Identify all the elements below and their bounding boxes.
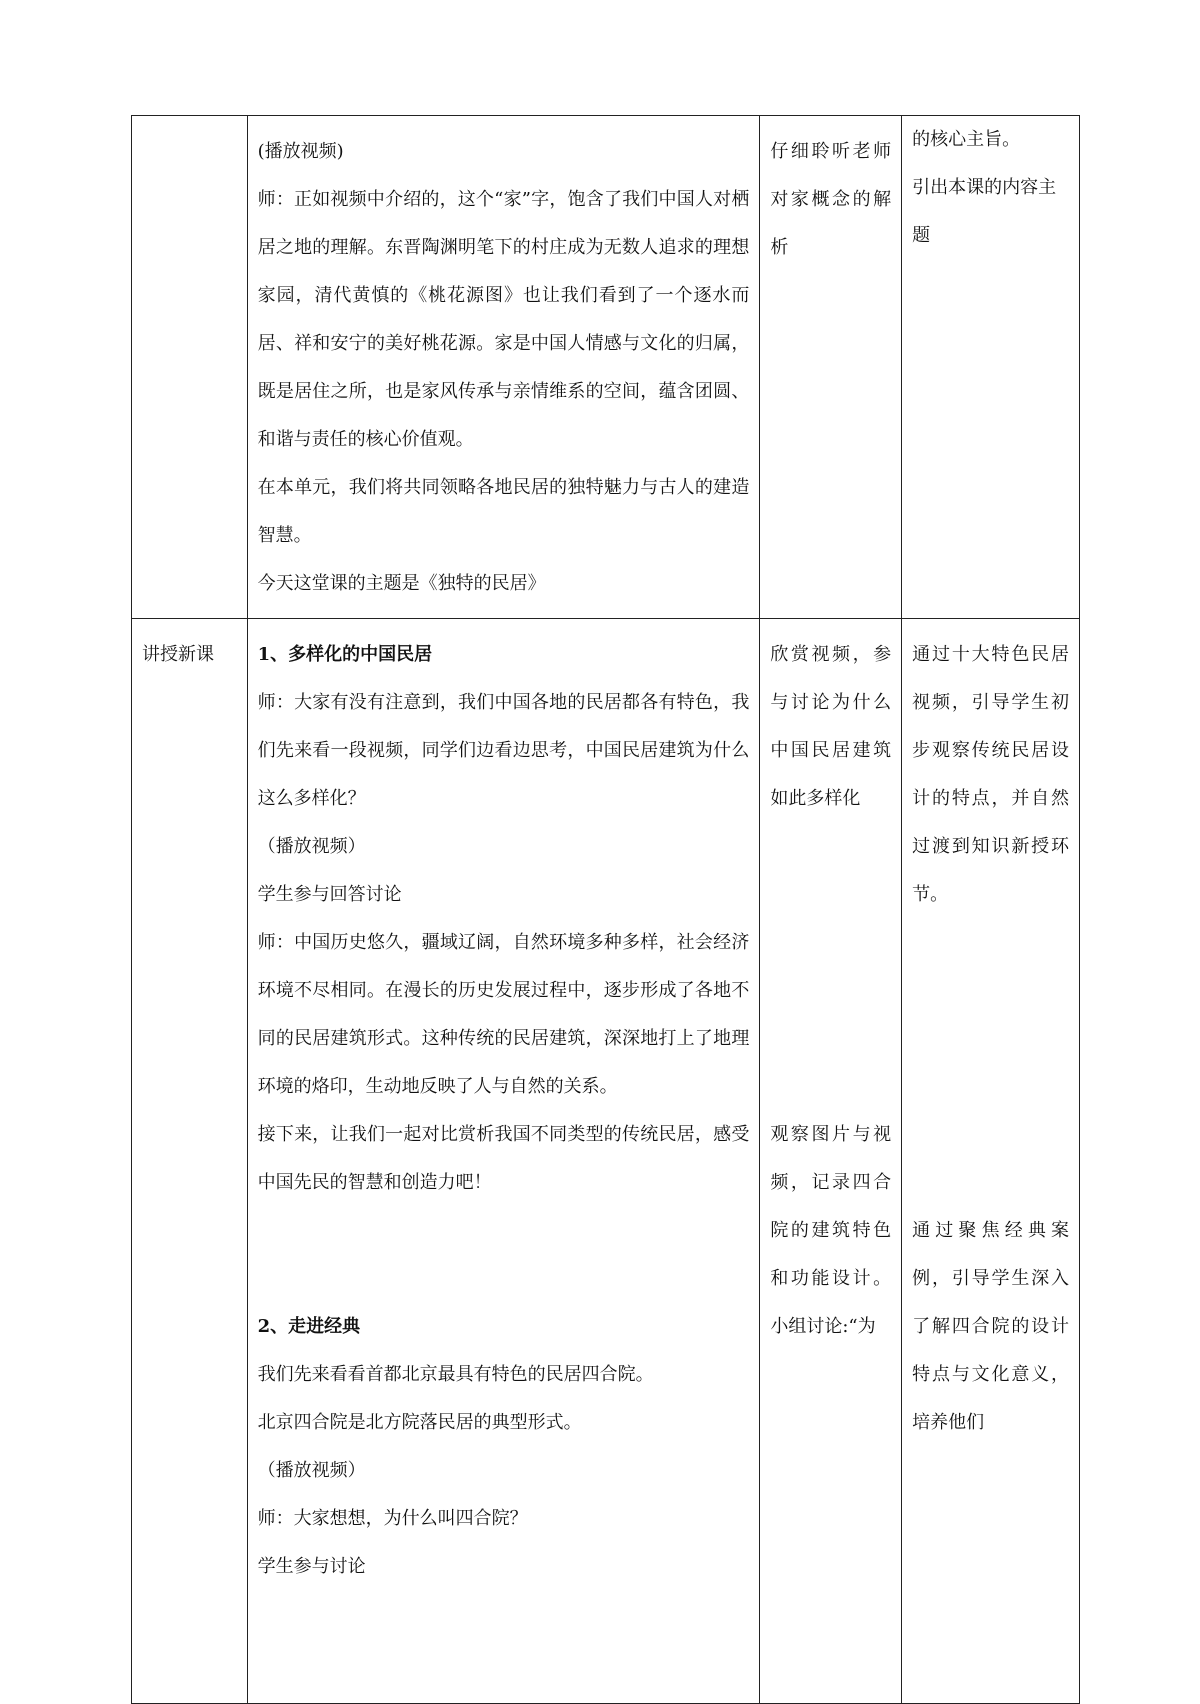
paragraph: 通过聚焦经典案例，引导学生深入了解四合院的设计特点与文化意义，培养他们 <box>912 1220 1069 1433</box>
paragraph: 观察图片与视频，记录四合院的建筑特色和功能设计。小组讨论:“为 <box>770 1124 892 1337</box>
paragraph: 师：大家想想，为什么叫四合院？ <box>257 1508 528 1529</box>
teacher-activity-cell <box>247 619 760 1704</box>
lesson-plan-table <box>131 115 1080 1704</box>
section-heading: 2、走进经典 <box>257 1316 361 1337</box>
teacher-activity-cell <box>247 116 760 619</box>
spacer <box>912 919 1069 1207</box>
section-cell <box>132 116 248 619</box>
paragraph: 通过十大特色民居视频，引导学生初步观察传统民居设计的特点，并自然过渡到知识新授环节。 <box>912 644 1069 905</box>
paragraph: 师：大家有没有注意到，我们中国各地的民居都各有特色，我们先来看一段视频，同学们边看边思考，中国民居建筑为什么这么多样化？ <box>257 692 750 809</box>
section-cell: 讲授新课 <box>132 619 248 1704</box>
design-intent-cell <box>902 116 1080 619</box>
paragraph: 引出本课的内容主题 <box>912 177 1057 246</box>
student-activity-cell <box>760 116 902 619</box>
paragraph: 在本单元，我们将共同领略各地民居的独特魅力与古人的建造智慧。 <box>257 477 750 546</box>
paragraph: 欣赏视频，参与讨论为什么中国民居建筑如此多样化 <box>770 644 892 809</box>
paragraph: 仔细聆听老师对家概念的解析 <box>770 141 892 258</box>
paragraph: 今天这堂课的主题是《独特的民居》 <box>257 573 546 594</box>
paragraph: (播放视频) <box>257 141 344 162</box>
paragraph: 学生参与讨论 <box>257 1556 366 1577</box>
table-row <box>132 619 1080 1704</box>
paragraph: （播放视频） <box>257 836 366 857</box>
table-row <box>132 116 1080 619</box>
spacer <box>258 1207 750 1303</box>
paragraph: （播放视频） <box>257 1460 366 1481</box>
spacer <box>770 823 891 1111</box>
paragraph: 师：正如视频中介绍的，这个“家”字，饱含了我们中国人对栖居之地的理解。东晋陶渊明笔下的村庄成为无数人追求的理想家园，清代黄慎的《桃花源图》也让我们看到了一个逐水而居、祥和安宁的美好桃花源。家是中国人情感与文化的归属，既是居住之所，也是家风传承与亲情维系的空间，蕴含团圆、和谐与责任的核心价值观。 <box>257 189 750 450</box>
paragraph: 北京四合院是北方院落民居的典型形式。 <box>257 1412 582 1433</box>
paragraph: 师：中国历史悠久，疆域辽阔，自然环境多种多样，社会经济环境不尽相同。在漫长的历史发展过程中，逐步形成了各地不同的民居建筑形式。这种传统的民居建筑，深深地打上了地理环境的烙印，生动地反映了人与自然的关系。 <box>257 932 750 1097</box>
paragraph: 的核心主旨。 <box>912 129 1021 150</box>
design-intent-cell <box>902 619 1080 1704</box>
paragraph: 我们先来看看首都北京最具有特色的民居四合院。 <box>257 1364 654 1385</box>
section-heading: 1、多样化的中国民居 <box>257 644 433 665</box>
paragraph: 接下来，让我们一起对比赏析我国不同类型的传统民居，感受中国先民的智慧和创造力吧！ <box>257 1124 750 1193</box>
student-activity-cell <box>760 619 902 1704</box>
paragraph: 学生参与回答讨论 <box>257 884 402 905</box>
